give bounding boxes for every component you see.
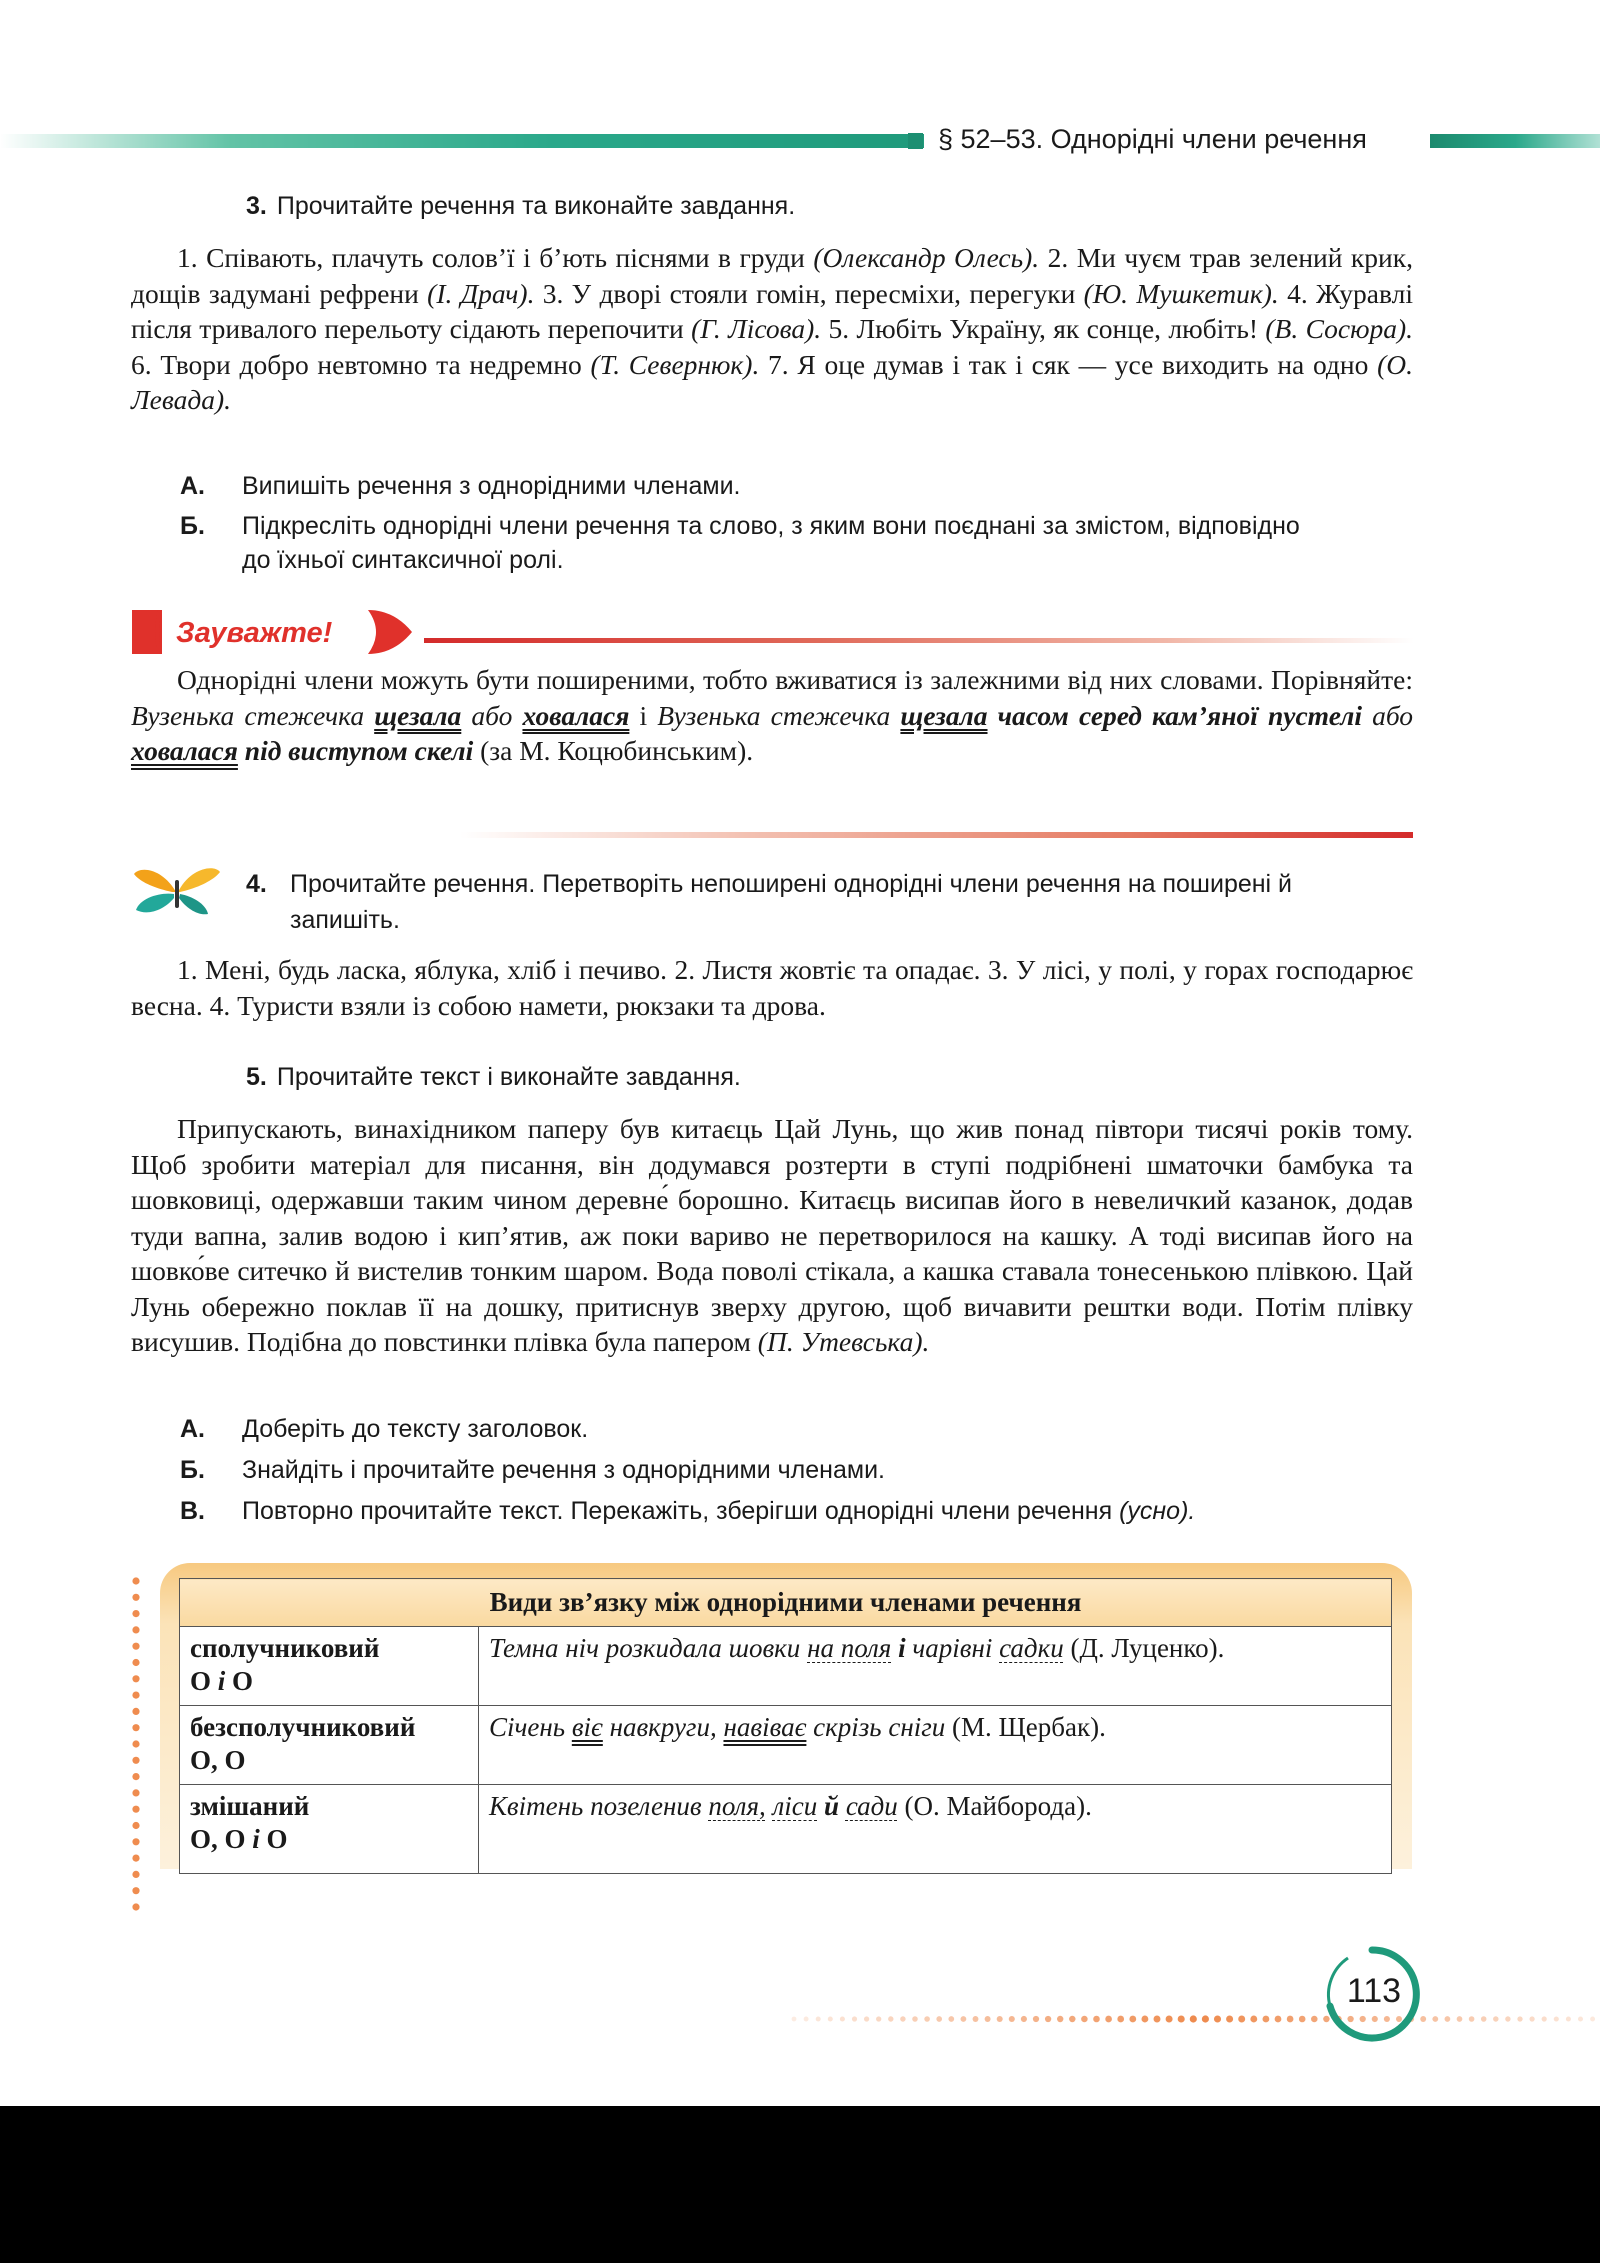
note-label: Зауважте! (176, 617, 333, 649)
sentence-text: 1. Співають, плачуть солов’ї і б’ють піснями в груди (177, 242, 814, 273)
connection-types-table (179, 1578, 1392, 1874)
task-instruction: Прочитайте текст і виконайте завдання. (276, 1063, 741, 1091)
citation: (Г. Лісова). (691, 313, 822, 344)
item-letter: Б. (180, 512, 205, 540)
table-cell-example: Темна ніч розкидала шовки на поля і чарівні садки (Д. Луценко). (479, 1627, 1392, 1706)
task-5-text: Припускають, винахідником паперу був китаєць Цай Лунь, що жив понад півтори тисячі років тому. Щоб зробити матеріал для писання, він додумався розтерти в ступі подрібнені шматочки бамбука та шовковиці, одержавши таким чином деревне́ борошно. Китаєць висипав його в невеличкий казанок, додав туди вапна, залив водою і кип’ятив, аж поки вариво не перетворилося на кашку. А тоді висипав його на шовко́ве ситечко й вистелив тонким шаром. Вода поволі стікала, а кашка ставала тонесенькою плівкою. Цай Лунь обережно поклав її на дошку, притиснув зверху другою, щоб вичавити рештки води. Потім плівку висушив. Подібна до повстинки плівка була папером (П. Утевська). (131, 1113, 1413, 1357)
task-5-item-b (180, 1453, 1300, 1487)
citation: (І. Драч). (427, 277, 535, 309)
item-text: Повторно прочитайте текст. Перекажіть, зберігши однорідні члени речення (242, 1497, 1120, 1525)
task-number: 4. (246, 870, 267, 898)
note-rule-top (424, 638, 1414, 643)
task-3-text (131, 240, 1413, 418)
note-rule-bottom (460, 832, 1413, 838)
citation: (Т. Севернюк). (590, 348, 760, 380)
task-3-item-a (180, 469, 1300, 503)
task-5-item-a (180, 1412, 1300, 1446)
task-instruction: Прочитайте речення та виконайте завдання. (276, 192, 796, 220)
footer-dots (790, 2012, 1600, 2026)
header-marker (908, 133, 923, 149)
item-text: Підкресліть однорідні члени речення та слово, з яким вони поєднані за змістом, відповідно до їхньої синтаксичної ролі. (242, 512, 1300, 574)
item-text: Знайдіть і прочитайте речення з однорідними членами. (242, 1456, 885, 1484)
sentence-text: 2. Ми чуєм трав зелений крик, дощів задумані рефрени (131, 242, 1413, 309)
table-row (180, 1706, 1392, 1785)
item-letter: А. (180, 472, 205, 500)
table-title: Види зв’язку між однорідними членами речення (180, 1579, 1392, 1627)
sentence-text: 3. У дворі стояли гомін, пересміхи, перегуки (534, 277, 1084, 309)
citation: (В. Сосюра). (1265, 313, 1413, 344)
underlined-word: ховалася (131, 735, 238, 766)
item-letter: В. (180, 1497, 205, 1525)
item-letter: А. (180, 1415, 205, 1443)
citation: (Ю. Мушкетик). (1083, 277, 1279, 309)
table-row (180, 1627, 1392, 1706)
task-4-text: 1. Мені, будь ласка, яблука, хліб і печиво. 2. Листя жовтіє та опадає. 3. У лісі, у полі, у горах господарює весна. 4. Туристи взяли із собою намети, рюкзаки та дрова. (131, 954, 1413, 1021)
item-letter: Б. (180, 1456, 205, 1484)
butterfly-icon (132, 862, 222, 918)
section-title: § 52–53. Однорідні члени речення (938, 124, 1367, 154)
sentence-text: 6. Твори добро невтомно та недремно (131, 348, 591, 380)
table-cell-kind: змішаний О, О і О (180, 1785, 479, 1874)
header-band-right (1430, 134, 1600, 148)
table-cell-example: Січень віє навкруги, навіває скрізь сніги (М. Щербак). (479, 1706, 1392, 1785)
note-banner (132, 610, 414, 654)
note-text: Однорідні члени можуть бути поширеними, тобто вживатися із залежними від них словами. Порівняйте: Вузенька стежечка щезала або ховалася і Вузенька стежечка щезала часом серед кам’яної пустелі або ховалася під виступом скелі (за М. Коцюбинським). (131, 664, 1414, 766)
table-cell-kind: сполучниковий О і О (180, 1627, 479, 1706)
sentence-text: 7. Я оце думав і так і сяк — усе виходить на одно (759, 348, 1378, 380)
underlined-word: щезала (374, 699, 462, 731)
table-row (180, 1785, 1392, 1874)
task-instruction: Прочитайте речення. Перетворіть непоширені однорідні члени речення на поширені й запишіть. (290, 870, 1293, 934)
underlined-word: щезала (900, 699, 988, 731)
underlined-word: ховалася (522, 699, 630, 731)
task-3-item-b (180, 509, 1300, 577)
item-text: Доберіть до тексту заголовок. (242, 1415, 589, 1443)
task-5-item-c: В. Повторно прочитайте текст. Перекажіть, зберігши однорідні члени речення (усно). (180, 1494, 1300, 1528)
citation: (О. Левада). (131, 348, 1413, 415)
task-number: 3. (246, 192, 267, 220)
task-number: 5. (246, 1063, 267, 1091)
sentence-text: 5. Любіть Україну, як сонце, любіть! (821, 313, 1266, 344)
task-5-heading (246, 1059, 741, 1095)
dotted-border-left (131, 1576, 141, 1916)
citation: (Олександр Олесь). (813, 242, 1040, 273)
page-number: 113 (1346, 1972, 1402, 2010)
task-4-heading (246, 866, 1326, 938)
task-3-heading (246, 188, 795, 224)
header-band-left (0, 134, 924, 148)
table-cell-example: Квітень позеленив поля, ліси й сади (О. Майборода). (479, 1785, 1392, 1874)
item-text: Випишіть речення з однорідними членами. (242, 472, 741, 500)
sentence-text: 4. Журавлі після тривалого перельоту сідають перепочити (131, 277, 1413, 344)
table-cell-kind: безсполучниковий О, О (180, 1706, 479, 1785)
